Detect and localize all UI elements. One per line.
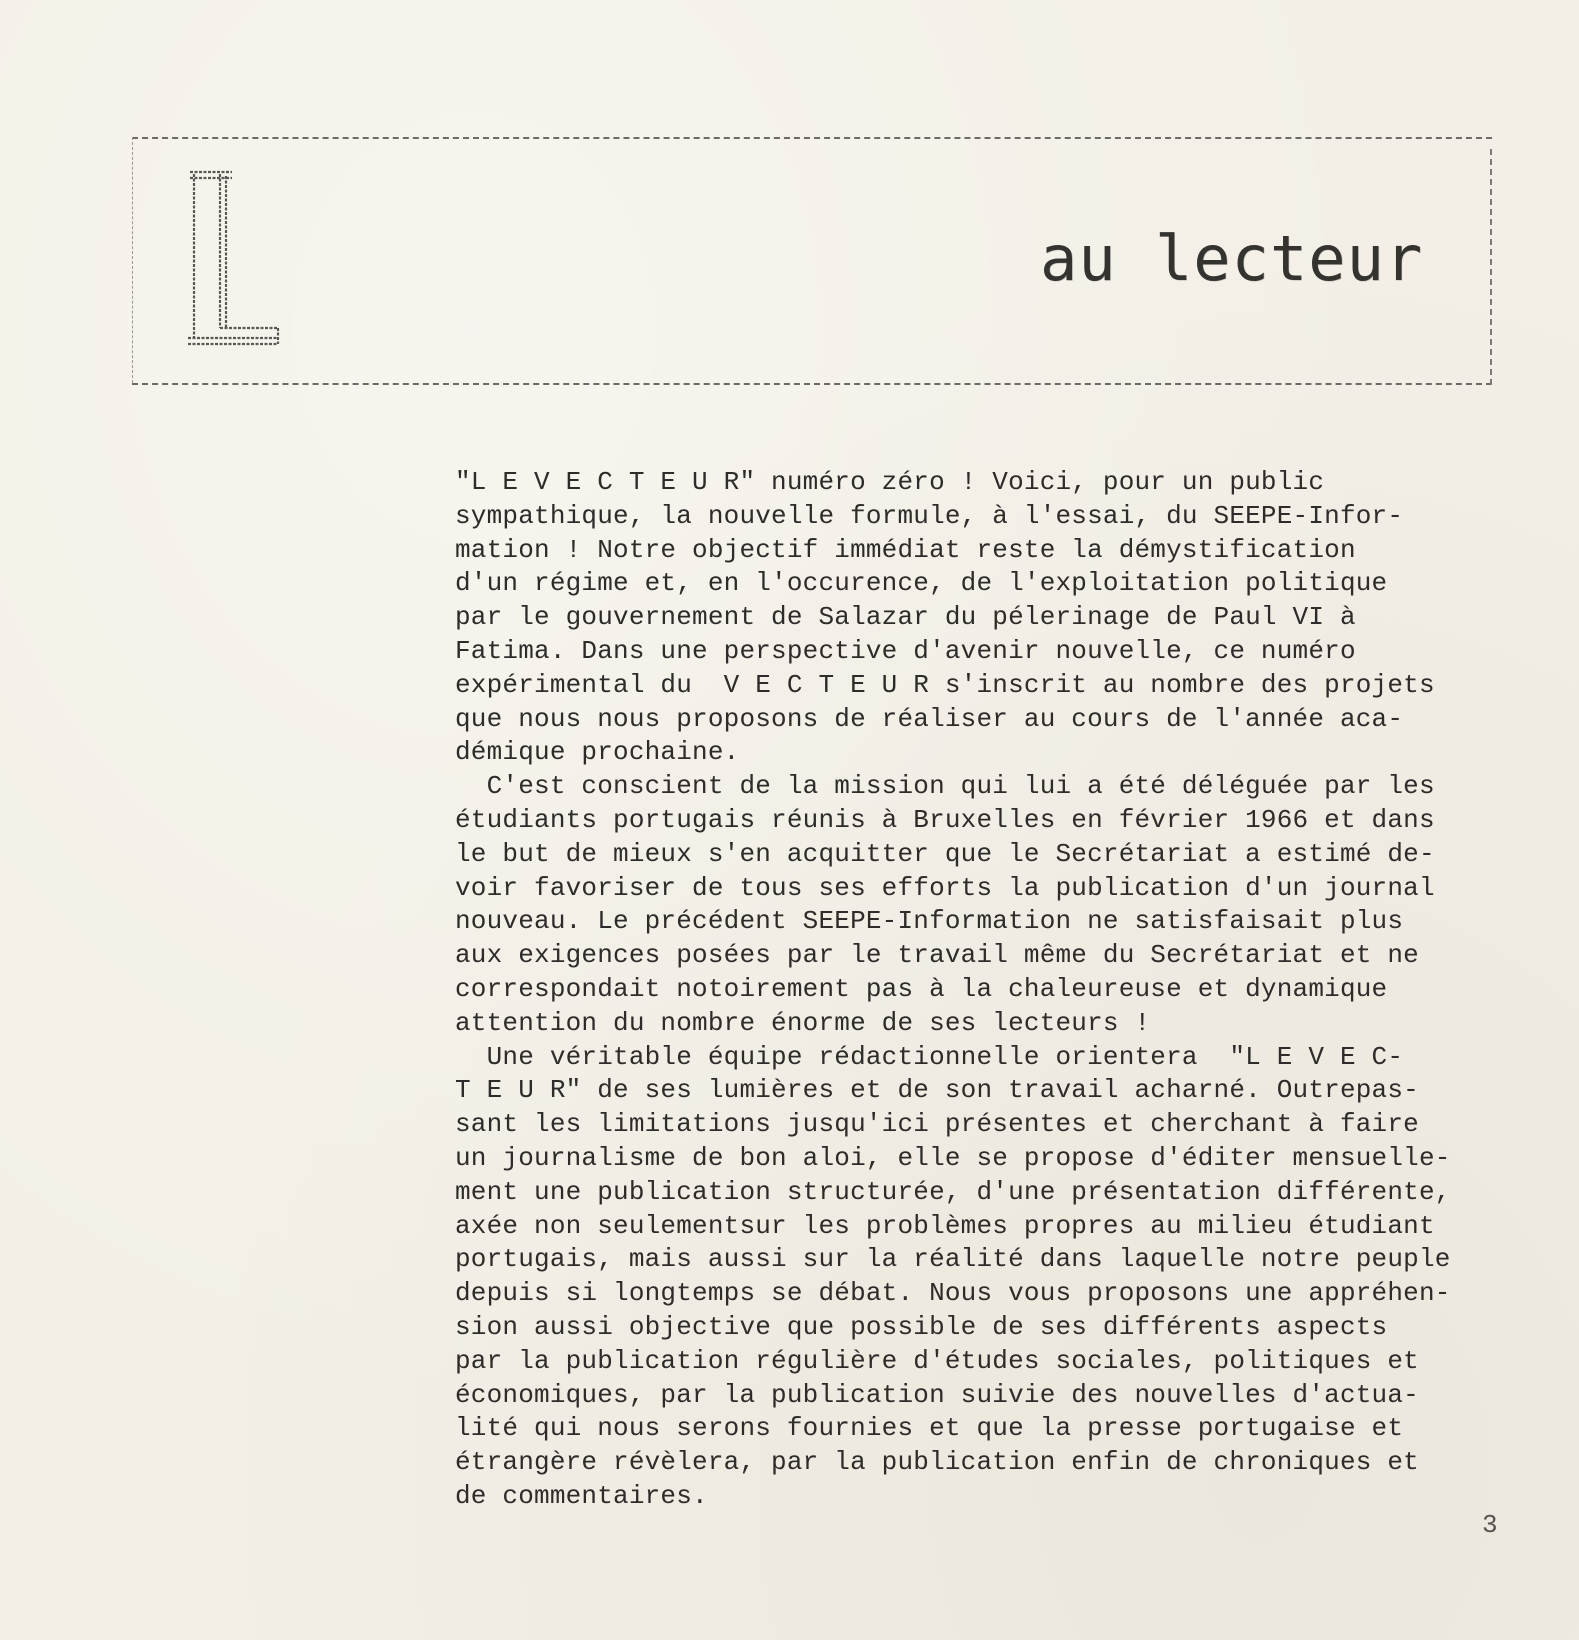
text-line: expérimental du V E C T E U R s'inscrit au nombre des projets: [455, 669, 1435, 700]
text-line: étudiants portugais réunis à Bruxelles en février 1966 et dans: [455, 804, 1435, 835]
text-line: un journalisme de bon aloi, elle se propose d'éditer mensuelle-: [455, 1142, 1451, 1173]
text-line: le but de mieux s'en acquitter que le Secrétariat a estimé de-: [455, 838, 1435, 869]
text-line: par la publication régulière d'études sociales, politiques et: [455, 1345, 1419, 1376]
text-line: nouveau. Le précédent SEEPE-Information ne satisfaisait plus: [455, 906, 1404, 937]
text-line: d'un régime et, en l'occurence, de l'exploitation politique: [455, 568, 1388, 599]
text-line: Fatima. Dans une perspective d'avenir nouvelle, ce numéro: [455, 635, 1356, 666]
text-line: aux exigences posées par le travail même du Secrétariat et ne: [455, 940, 1419, 971]
text-line: ment une publication structurée, d'une présentation différente,: [455, 1176, 1451, 1207]
text-line: par le gouvernement de Salazar du pélerinage de Paul VI à: [455, 602, 1356, 633]
text-line: lité qui nous serons fournies et que la presse portugaise et: [455, 1413, 1404, 1444]
text-line: attention du nombre énorme de ses lecteurs !: [455, 1007, 1151, 1038]
page-title: au lecteur: [1040, 222, 1424, 295]
text-line: démique prochaine.: [455, 737, 740, 768]
header-frame-right-rule: [1490, 149, 1492, 385]
text-line: depuis si longtemps se débat. Nous vous proposons une appréhen-: [455, 1278, 1451, 1309]
header-frame-bottom-rule: [132, 383, 1492, 385]
text-line: "L E V E C T E U R" numéro zéro ! Voici, pour un public: [455, 467, 1325, 497]
text-line: sant les limitations jusqu'ici présentes et cherchant à faire: [455, 1109, 1419, 1140]
text-line: de commentaires.: [455, 1480, 708, 1511]
article-body: [455, 466, 1555, 1514]
text-line: mation ! Notre objectif immédiat reste la démystification: [455, 534, 1356, 565]
text-line: C'est conscient de la mission qui lui a été déléguée par les: [455, 771, 1435, 802]
text-line: T E U R" de ses lumières et de son travail acharné. Outrepas-: [455, 1075, 1419, 1106]
text-line: Une véritable équipe rédactionnelle orientera "L E V E C-: [455, 1041, 1404, 1072]
text-line: portugais, mais aussi sur la réalité dans laquelle notre peuple: [455, 1244, 1451, 1275]
text-line: économiques, par la publication suivie des nouvelles d'actua-: [455, 1379, 1419, 1410]
text-line: voir favoriser de tous ses efforts la publication d'un journal: [455, 872, 1435, 903]
text-line: que nous nous proposons de réaliser au cours de l'année aca-: [455, 703, 1404, 734]
header-frame-top-rule: [132, 137, 1492, 139]
text-line: étrangère révèlera, par la publication enfin de chroniques et: [455, 1447, 1419, 1478]
text-line: sympathique, la nouvelle formule, à l'essai, du SEEPE-Infor-: [455, 500, 1404, 531]
header-frame-left-rule: [132, 137, 133, 383]
decorative-letter-l-icon: [180, 168, 280, 348]
text-line: sion aussi objective que possible de ses différents aspects: [455, 1311, 1388, 1342]
page-number: 3: [1482, 1510, 1498, 1540]
text-line: correspondait notoirement pas à la chaleureuse et dynamique: [455, 973, 1388, 1004]
text-line: axée non seulementsur les problèmes propres au milieu étudiant: [455, 1210, 1435, 1241]
